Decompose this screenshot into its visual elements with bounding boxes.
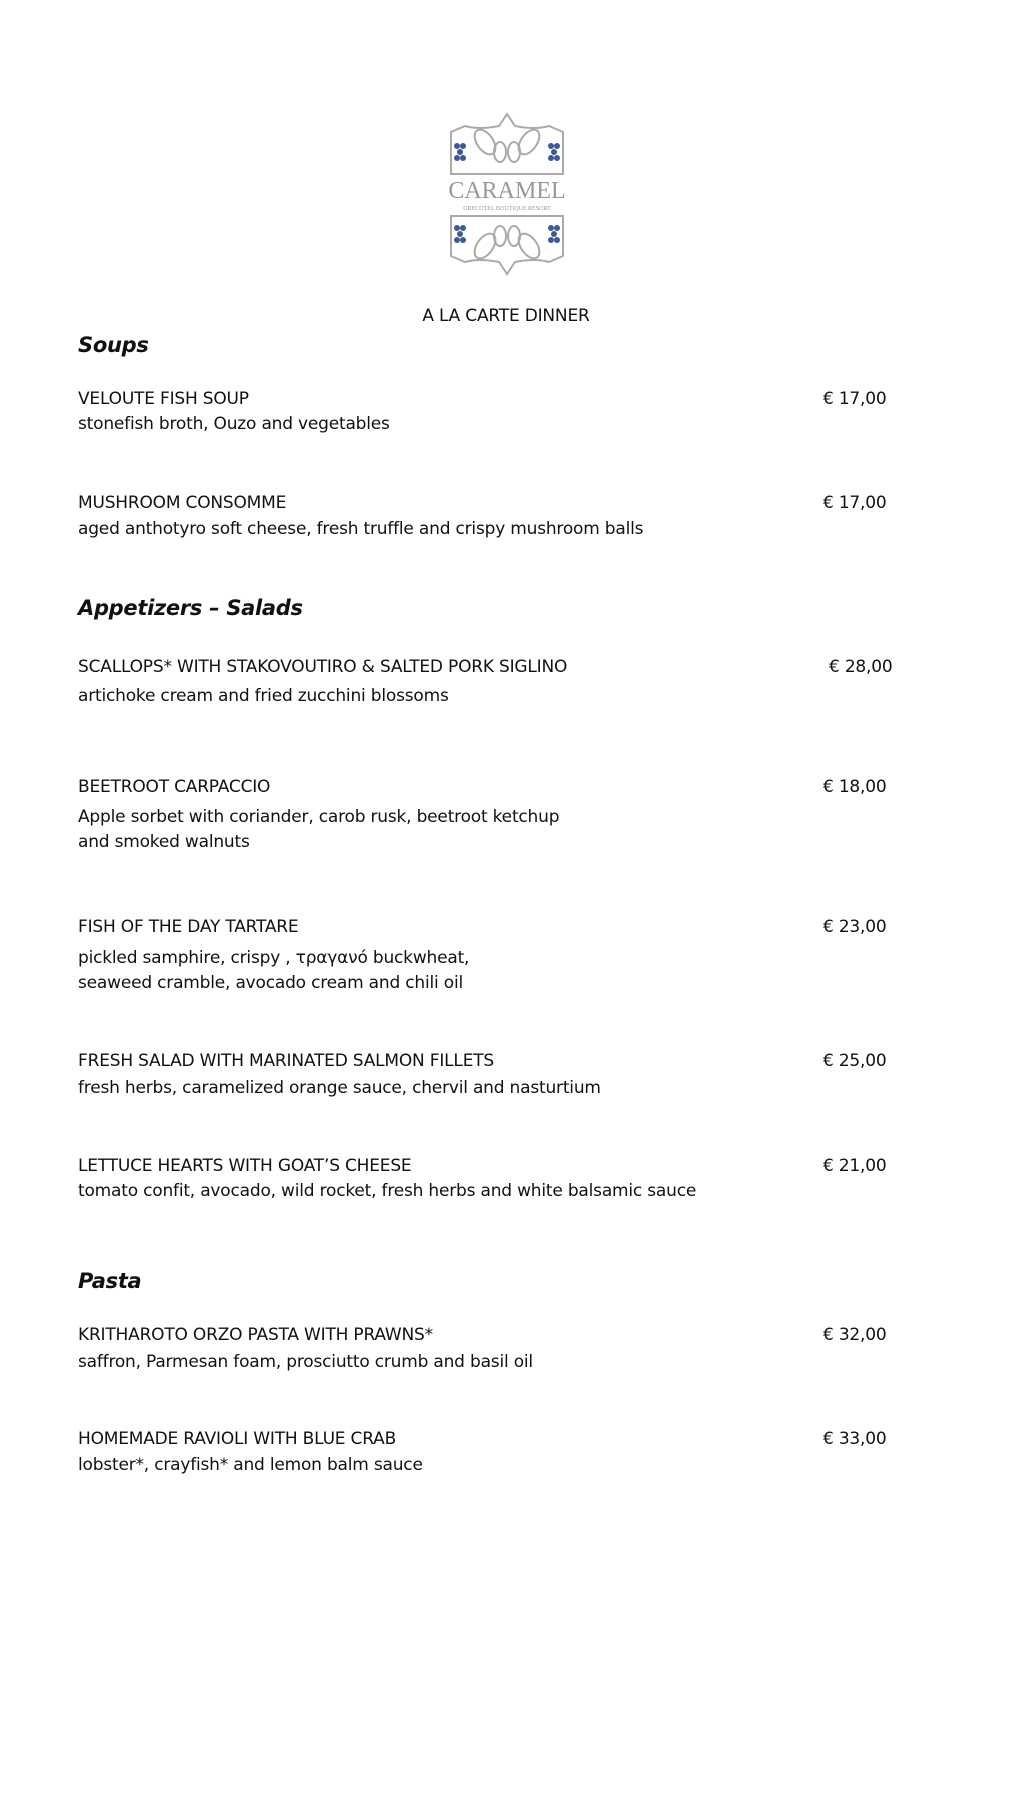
menu-item-name: MUSHROOM CONSOMME: [78, 493, 287, 513]
menu-item-description: pickled samphire, crispy , τραγανό buckwheat,: [78, 948, 470, 968]
menu-item-price: € 18,00: [823, 777, 887, 797]
menu-item-description: Apple sorbet with coriander, carob rusk, beetroot ketchup: [78, 807, 560, 827]
menu-item-price: € 33,00: [823, 1429, 887, 1449]
section-heading: Pasta: [78, 1269, 142, 1293]
menu-item-description: artichoke cream and fried zucchini blossoms: [78, 686, 449, 706]
menu-item-name: VELOUTE FISH SOUP: [78, 389, 249, 409]
menu-item-description: fresh herbs, caramelized orange sauce, chervil and nasturtium: [78, 1078, 601, 1098]
menu-item-name: HOMEMADE RAVIOLI WITH BLUE CRAB: [78, 1429, 397, 1449]
menu-item-name: BEETROOT CARPACCIO: [78, 777, 271, 797]
menu-item-name: FISH OF THE DAY TARTARE: [78, 917, 299, 937]
menu-item-price: € 23,00: [823, 917, 887, 937]
menu-item-price: € 17,00: [823, 493, 887, 513]
menu-item-description: lobster*, crayfish* and lemon balm sauce: [78, 1455, 423, 1475]
menu-item-price: € 32,00: [823, 1325, 887, 1345]
svg-text:GRECOTEL BOUTIQUE RESORT: GRECOTEL BOUTIQUE RESORT: [463, 206, 551, 212]
menu-item-description: aged anthotyro soft cheese, fresh truffle and crispy mushroom balls: [78, 519, 644, 539]
menu-item-name: FRESH SALAD WITH MARINATED SALMON FILLETS: [78, 1051, 495, 1071]
menu-item-price: € 17,00: [823, 389, 887, 409]
menu-item-name: KRITHAROTO ORZO PASTA WITH PRAWNS*: [78, 1325, 433, 1345]
caramel-logo: [445, 112, 569, 276]
menu-item-description: seaweed cramble, avocado cream and chili oil: [78, 973, 464, 993]
menu-title: A LA CARTE DINNER: [422, 306, 590, 326]
section-heading: Soups: [78, 333, 149, 357]
menu-item-name: SCALLOPS* WITH STAKOVOUTIRO & SALTED PORK SIGLINO: [78, 657, 568, 677]
menu-item-price: € 21,00: [823, 1156, 887, 1176]
menu-item-description: and smoked walnuts: [78, 832, 250, 852]
menu-item-description: stonefish broth, Ouzo and vegetables: [78, 414, 390, 434]
section-heading: Appetizers – Salads: [78, 596, 303, 620]
menu-item-description: saffron, Parmesan foam, prosciutto crumb and basil oil: [78, 1352, 533, 1372]
menu-item-price: € 25,00: [823, 1051, 887, 1071]
menu-item-name: LETTUCE HEARTS WITH GOAT’S CHEESE: [78, 1156, 412, 1176]
menu-item-price: € 28,00: [829, 657, 893, 677]
svg-text:CARAMEL: CARAMEL: [448, 178, 566, 204]
menu-item-description: tomato confit, avocado, wild rocket, fresh herbs and white balsamic sauce: [78, 1181, 697, 1201]
